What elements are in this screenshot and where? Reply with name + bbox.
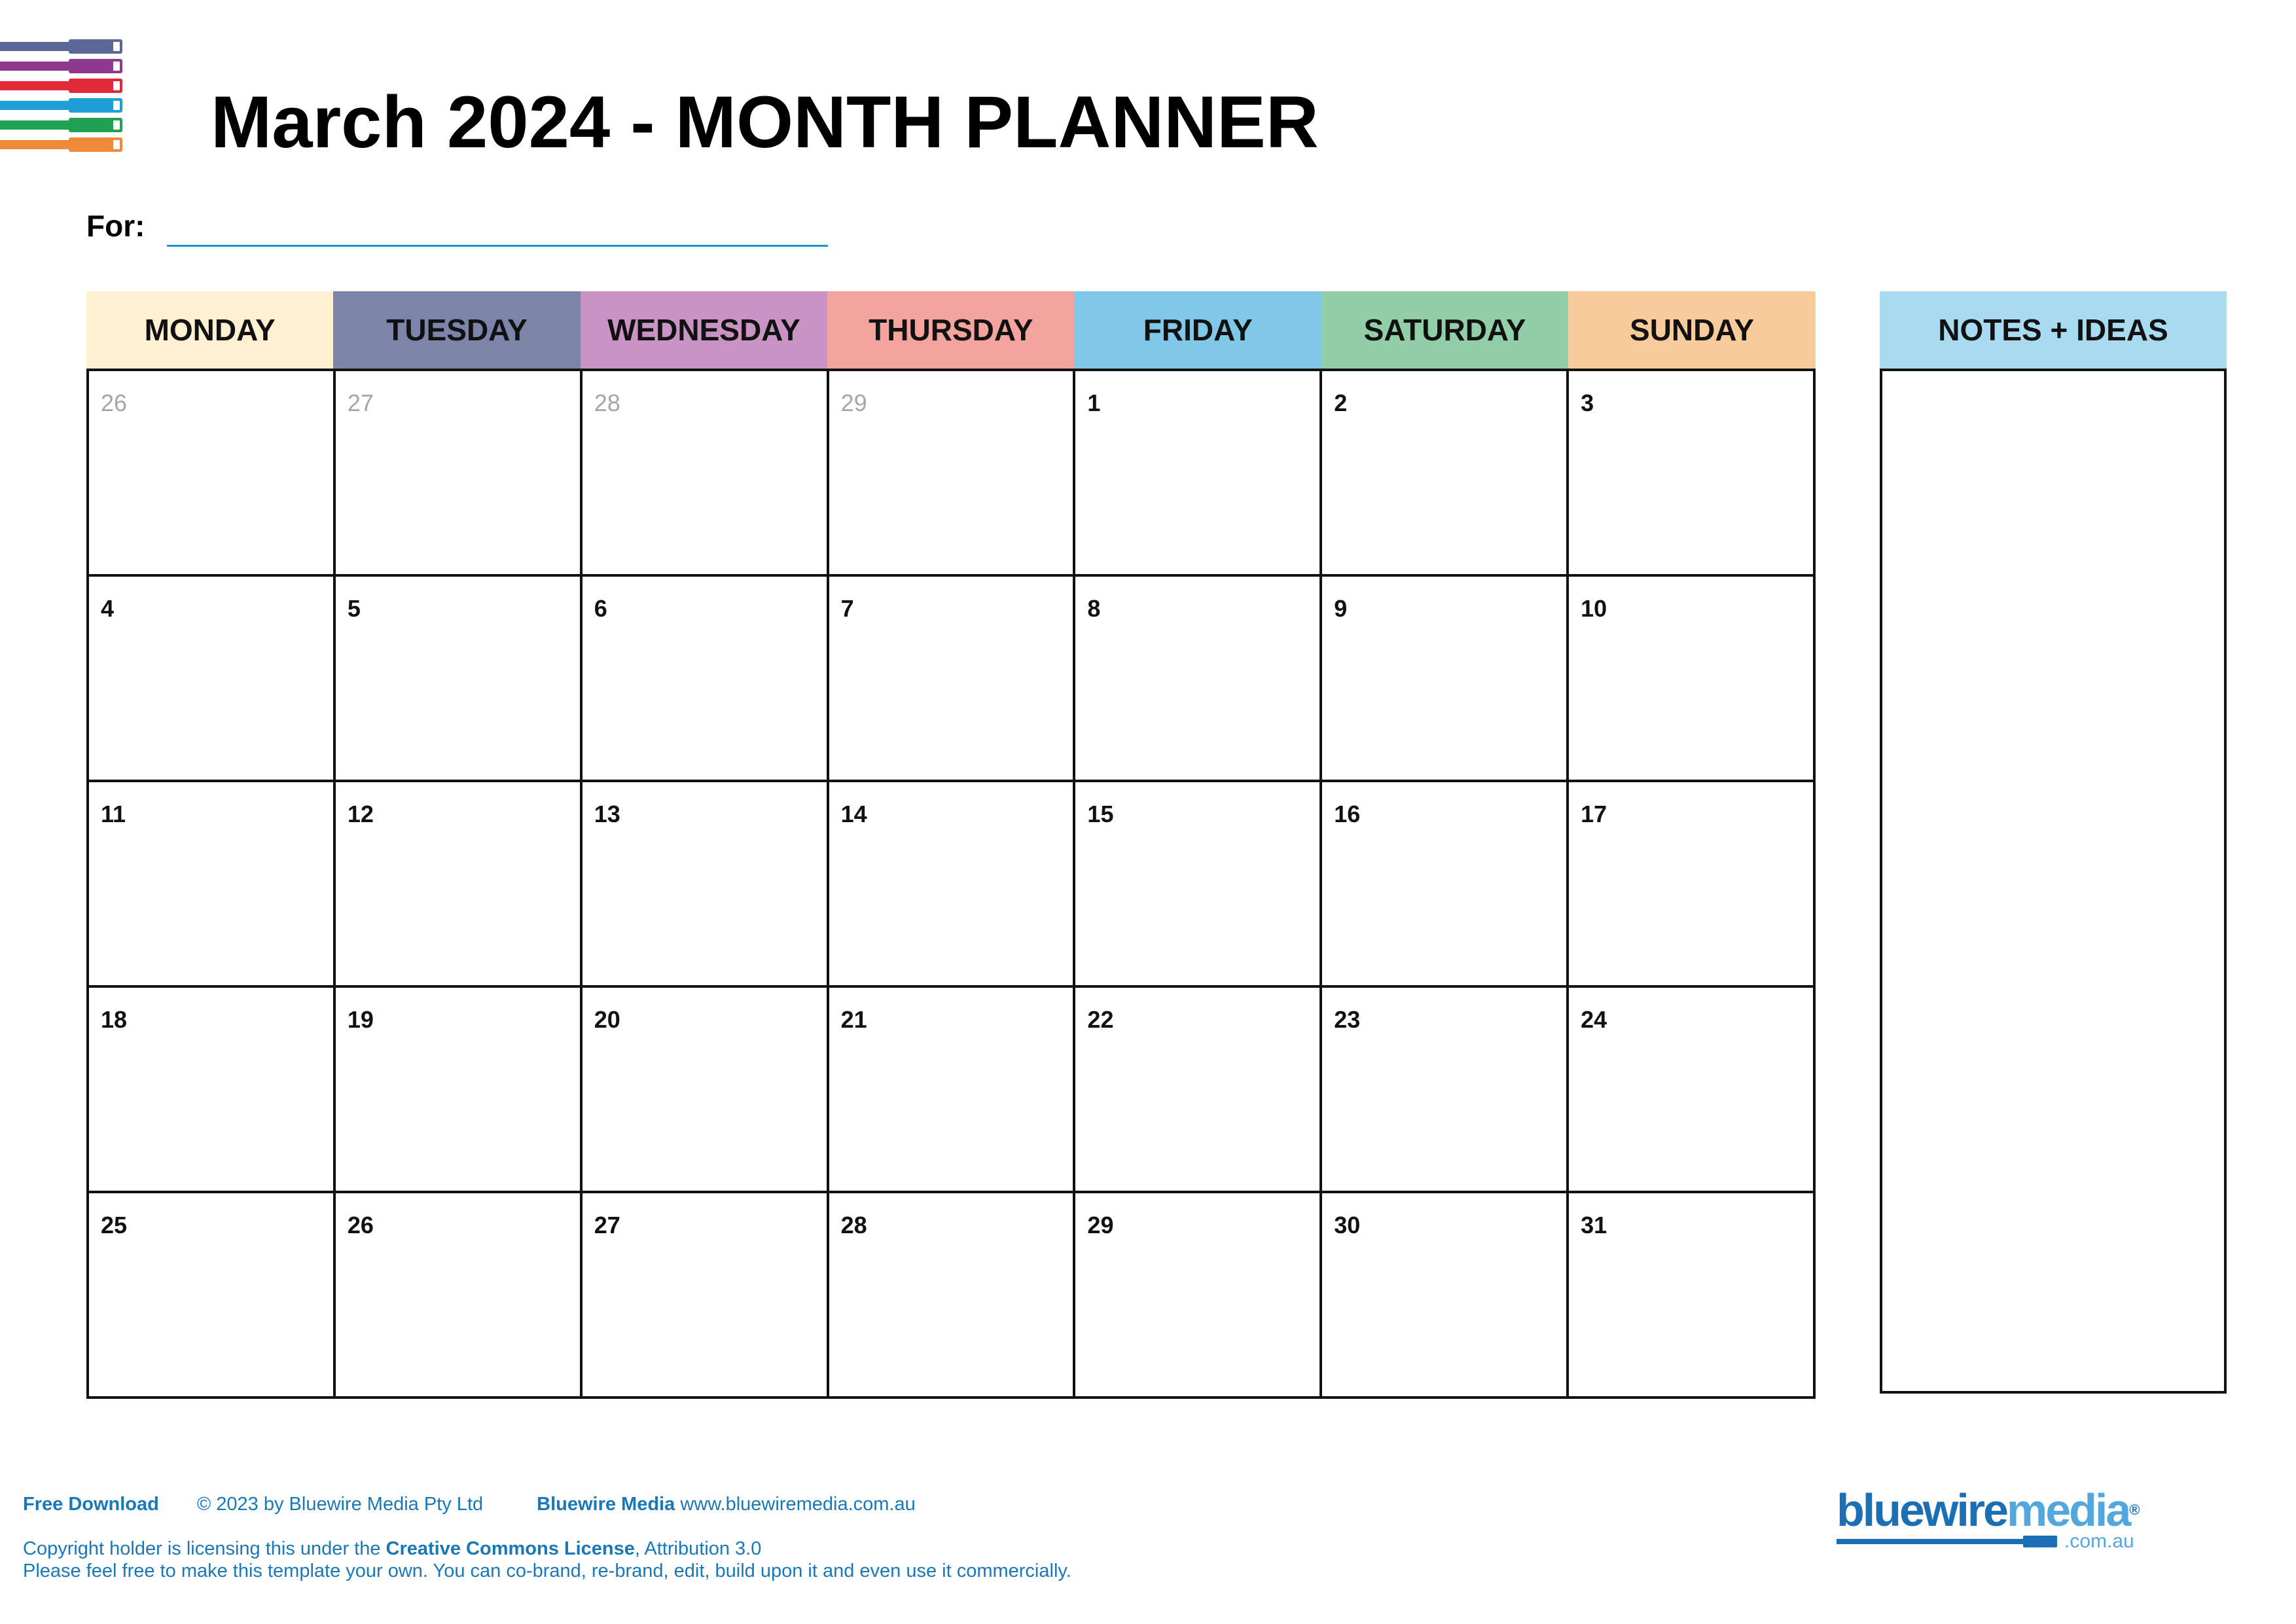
day-cell[interactable] xyxy=(1569,371,1816,577)
day-number: 29 xyxy=(840,389,867,416)
day-header-sunday: SUNDAY xyxy=(1568,291,1815,369)
day-cell[interactable] xyxy=(89,1193,336,1399)
day-number: 14 xyxy=(840,801,867,827)
day-header-thursday: THURSDAY xyxy=(827,291,1074,369)
day-number: 28 xyxy=(840,1212,867,1238)
day-cell[interactable] xyxy=(1075,782,1322,988)
day-number: 4 xyxy=(101,595,115,622)
wire-plug xyxy=(69,79,122,93)
day-cell[interactable] xyxy=(1075,1193,1322,1399)
day-cell[interactable] xyxy=(829,577,1076,782)
day-cell[interactable] xyxy=(1322,782,1569,988)
day-cell[interactable] xyxy=(583,577,829,782)
license-line xyxy=(23,1538,1071,1560)
day-cell[interactable] xyxy=(1075,988,1322,1193)
calendar-grid xyxy=(86,369,1816,1399)
day-cell[interactable] xyxy=(1322,577,1569,782)
day-number: 31 xyxy=(1581,1212,1607,1238)
notes-panel xyxy=(1880,291,2227,1394)
day-number: 6 xyxy=(594,595,607,622)
day-number: 23 xyxy=(1334,1006,1361,1033)
day-number: 26 xyxy=(347,1212,374,1238)
day-number: 11 xyxy=(101,801,126,827)
day-cell[interactable] xyxy=(336,577,583,782)
day-number: 30 xyxy=(1334,1212,1361,1238)
weekday-header-row xyxy=(86,291,1816,369)
day-cell[interactable] xyxy=(89,577,336,782)
day-cell[interactable] xyxy=(583,988,829,1193)
day-cell[interactable] xyxy=(1322,1193,1569,1399)
day-header-monday: MONDAY xyxy=(86,291,333,369)
day-number: 10 xyxy=(1581,595,1607,622)
day-cell[interactable] xyxy=(89,988,336,1193)
copyright-text: © 2023 by Bluewire Media Pty Ltd xyxy=(196,1494,484,1515)
logo-text-media: media xyxy=(2006,1485,2130,1536)
license-suffix: , Attribution 3.0 xyxy=(634,1538,762,1559)
day-header-saturday: SATURDAY xyxy=(1321,291,1568,369)
day-cell[interactable] xyxy=(829,1193,1076,1399)
license-prefix: Copyright holder is licensing this under the xyxy=(23,1538,381,1559)
day-cell[interactable] xyxy=(1569,1193,1816,1399)
day-header-wednesday: WEDNESDAY xyxy=(581,291,827,369)
day-cell[interactable] xyxy=(829,782,1076,988)
day-number: 2 xyxy=(1334,389,1348,416)
logo-plug-icon xyxy=(2023,1536,2057,1547)
page-title: March 2024 - MONTH PLANNER xyxy=(211,81,1319,163)
day-number: 1 xyxy=(1087,389,1101,416)
license-name: Creative Commons License xyxy=(386,1538,635,1559)
day-cell[interactable] xyxy=(829,988,1076,1193)
footer xyxy=(23,1494,1071,1582)
day-cell[interactable] xyxy=(336,1193,583,1399)
day-number: 8 xyxy=(1087,595,1101,622)
day-number: 21 xyxy=(840,1006,867,1033)
logo-domain: .com.au xyxy=(2064,1530,2134,1552)
for-label: For: xyxy=(86,209,145,243)
logo-text-bluewire: bluewire xyxy=(1837,1485,2007,1536)
wire-plug xyxy=(69,137,122,152)
day-number: 26 xyxy=(101,389,128,416)
wire-line xyxy=(0,42,72,51)
day-number: 17 xyxy=(1581,801,1607,827)
day-cell[interactable] xyxy=(829,371,1076,577)
wire-plug xyxy=(69,59,122,73)
day-number: 27 xyxy=(347,389,374,416)
day-number: 27 xyxy=(594,1212,620,1238)
usage-note: Please feel free to make this template your own. You can co-brand, re-brand, edit, build upon it and even use it commercially. xyxy=(23,1561,1071,1581)
day-cell[interactable] xyxy=(1569,988,1816,1193)
wire-plug xyxy=(69,39,122,54)
day-number: 15 xyxy=(1087,801,1114,827)
logo-registered-mark: ® xyxy=(2129,1502,2140,1518)
wire-line xyxy=(0,81,72,90)
day-number: 12 xyxy=(347,801,374,827)
day-number: 25 xyxy=(101,1212,128,1238)
free-download-label: Free Download xyxy=(23,1494,159,1515)
logo-cable-icon xyxy=(1837,1539,2026,1544)
day-number: 5 xyxy=(347,595,361,622)
wire-line xyxy=(0,120,72,130)
day-cell[interactable] xyxy=(1569,577,1816,782)
day-number: 19 xyxy=(347,1006,374,1033)
day-cell[interactable] xyxy=(1322,988,1569,1193)
bluewiremedia-logo xyxy=(1837,1485,2151,1552)
day-header-friday: FRIDAY xyxy=(1075,291,1321,369)
day-cell[interactable] xyxy=(1075,371,1322,577)
day-number: 7 xyxy=(840,595,854,622)
day-number: 24 xyxy=(1581,1006,1607,1033)
wire-line xyxy=(0,140,72,149)
day-cell[interactable] xyxy=(336,371,583,577)
for-input-line[interactable] xyxy=(167,245,828,247)
day-header-tuesday: TUESDAY xyxy=(333,291,580,369)
day-number: 28 xyxy=(594,389,620,416)
day-cell[interactable] xyxy=(89,782,336,988)
day-cell[interactable] xyxy=(583,1193,829,1399)
day-cell[interactable] xyxy=(1569,782,1816,988)
day-cell[interactable] xyxy=(89,371,336,577)
day-number: 18 xyxy=(101,1006,128,1033)
wire-line xyxy=(0,62,72,71)
day-number: 3 xyxy=(1581,389,1594,416)
day-number: 16 xyxy=(1334,801,1361,827)
day-cell[interactable] xyxy=(336,988,583,1193)
notes-box[interactable] xyxy=(1880,369,2227,1394)
company-name: Bluewire Media xyxy=(537,1494,675,1515)
day-cell[interactable] xyxy=(1322,371,1569,577)
website-link[interactable]: www.bluewiremedia.com.au xyxy=(680,1494,916,1515)
wire-line xyxy=(0,101,72,110)
day-number: 20 xyxy=(594,1006,620,1033)
day-cell[interactable] xyxy=(336,782,583,988)
notes-header: NOTES + IDEAS xyxy=(1880,291,2227,369)
day-number: 9 xyxy=(1334,595,1348,622)
day-number: 29 xyxy=(1087,1212,1114,1238)
day-cell[interactable] xyxy=(1075,577,1322,782)
wire-plug xyxy=(69,98,122,113)
day-number: 22 xyxy=(1087,1006,1114,1033)
day-cell[interactable] xyxy=(583,782,829,988)
day-cell[interactable] xyxy=(583,371,829,577)
month-calendar xyxy=(86,291,1816,1399)
day-number: 13 xyxy=(594,801,620,827)
wire-plug xyxy=(69,118,122,132)
